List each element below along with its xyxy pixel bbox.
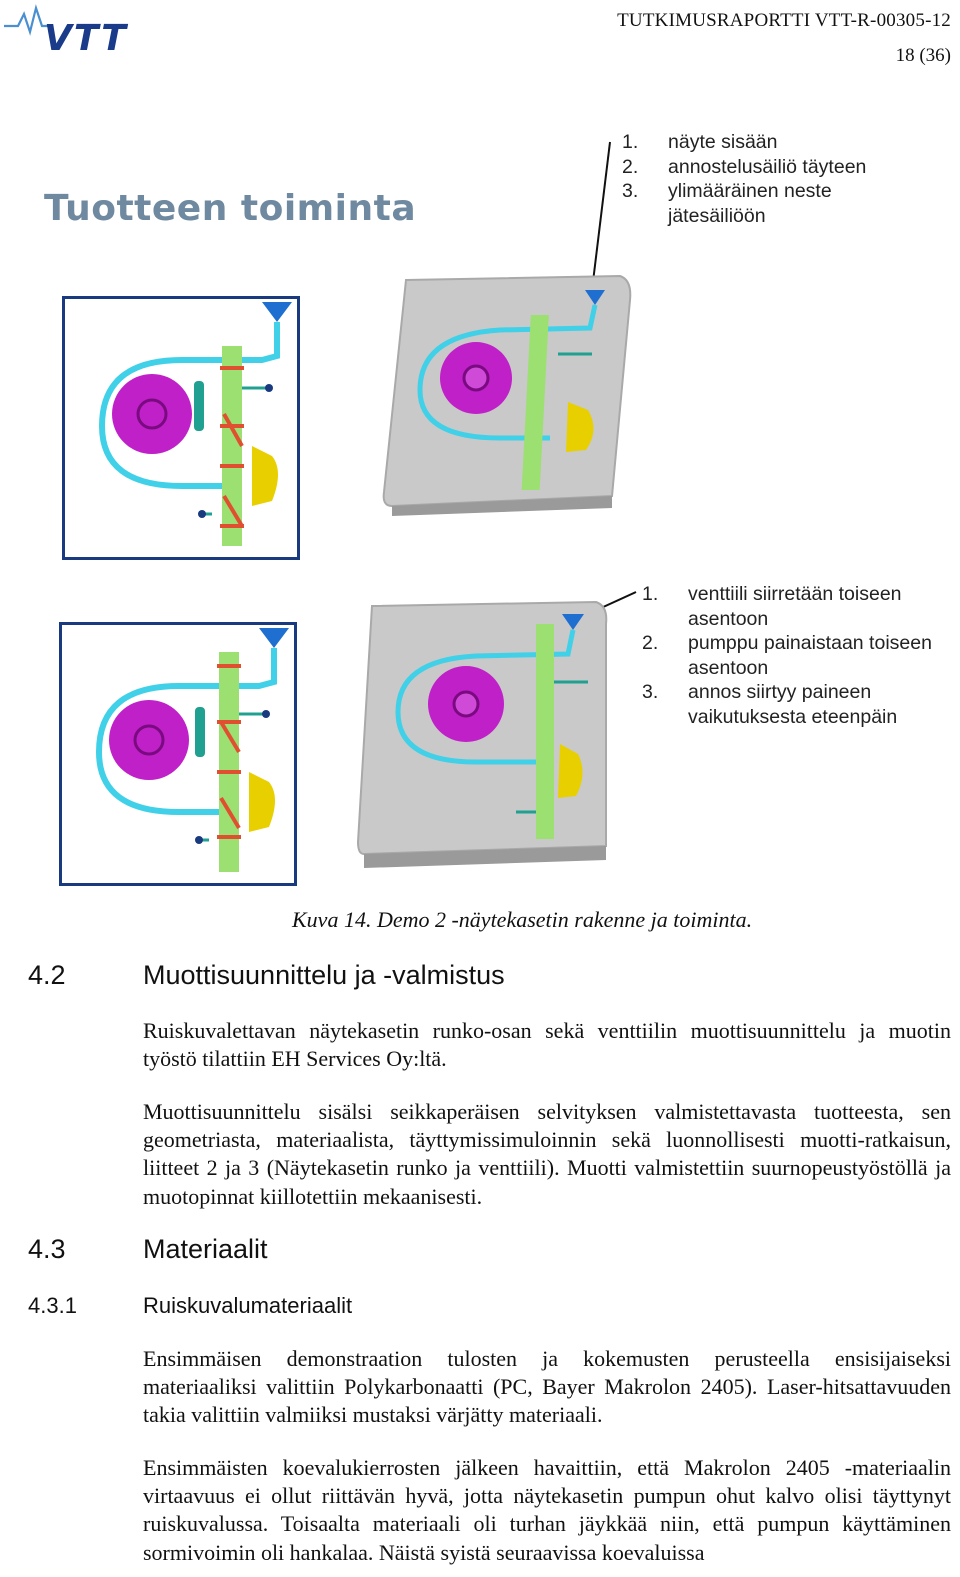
report-id: TUTKIMUSRAPORTTI VTT-R-00305-12 (617, 10, 951, 31)
vtt-logo (4, 2, 156, 52)
section-heading: Muottisuunnittelu ja -valmistus (143, 960, 505, 990)
subsection-heading: Ruiskuvalumateriaalit (143, 1293, 353, 1318)
slide-title: Tuotteen toiminta (44, 188, 417, 229)
cassette-render-top (380, 140, 636, 520)
section-number: 4.2 (28, 960, 66, 990)
section-heading: Materiaalit (143, 1234, 268, 1264)
cassette-diagram-bottom-left (59, 622, 297, 886)
step-item: 1. venttiili siirretään toiseen asentoon (642, 583, 902, 630)
step-item: 3. ylimääräinen neste jätesäiliöön (622, 180, 832, 227)
paragraph: Muottisuunnittelu sisälsi seikkaperäisen selvityksen valmistettavasta tuotteesta, sen geometriasta, materiaalista, täyttymissimuloinnin sekä luonnollisesti muotti-ratkaisun, liitteet 2 ja 3 (Näytekasetin runko ja venttiili). Muotti valmistettiin suurnopeustyöstöllä ja muotopinnat kiillotettiin mekaanisesti. (143, 1099, 951, 1209)
subsection-number: 4.3.1 (28, 1293, 77, 1318)
svg-text:VTT: VTT (44, 18, 128, 52)
step-item: 3. annos siirtyy paineen vaikutuksesta eteenpäin (642, 681, 898, 728)
step-item: 1. näyte sisään (622, 131, 778, 153)
paragraph: Ensimmäisen demonstraation tulosten ja kokemusten perusteella ensisijaiseksi materiaaliksi valittiin Polykarbonaatti (PC, Bayer Makrolon 2405). Laser-hitsattavuuden takia valittiin valmiiksi mustaksi värjätty materiaali. (143, 1346, 951, 1428)
paragraph: Ensimmäisten koevalukierrosten jälkeen havaittiin, että Makrolon 2405 -materiaalin virtaavuus ei ollut riittävän hyvä, jotta näytekasetin pumpun ohut kalvo olisi täyttynyt ruiskuvalussa. Toisaalta materiaali oli turhan jäykkää niin, että pumpun käyttäminen sormivoimin oli hankalaa. Näistä syistä seuraavissa koevaluissa (143, 1455, 951, 1565)
section-number: 4.3 (28, 1234, 66, 1264)
step-item: 2. annostelusäiliö täyteen (622, 155, 867, 178)
step-item: 2. pumppu painaistaan toiseen asentoon (642, 632, 932, 679)
cassette-diagram-top-left (62, 296, 300, 560)
page-number: 18 (36) (895, 45, 951, 66)
figure-caption: Kuva 14. Demo 2 -näytekasetin rakenne ja toiminta. (292, 907, 753, 932)
steps-list-bottom (642, 582, 932, 729)
steps-list-top (622, 130, 866, 228)
paragraph: Ruiskuvalettavan näytekasetin runko-osan sekä venttiilin muottisuunnittelu ja muotin työstö tilattiin EH Services Oy:ltä. (143, 1018, 951, 1072)
cassette-render-bottom (356, 584, 642, 876)
